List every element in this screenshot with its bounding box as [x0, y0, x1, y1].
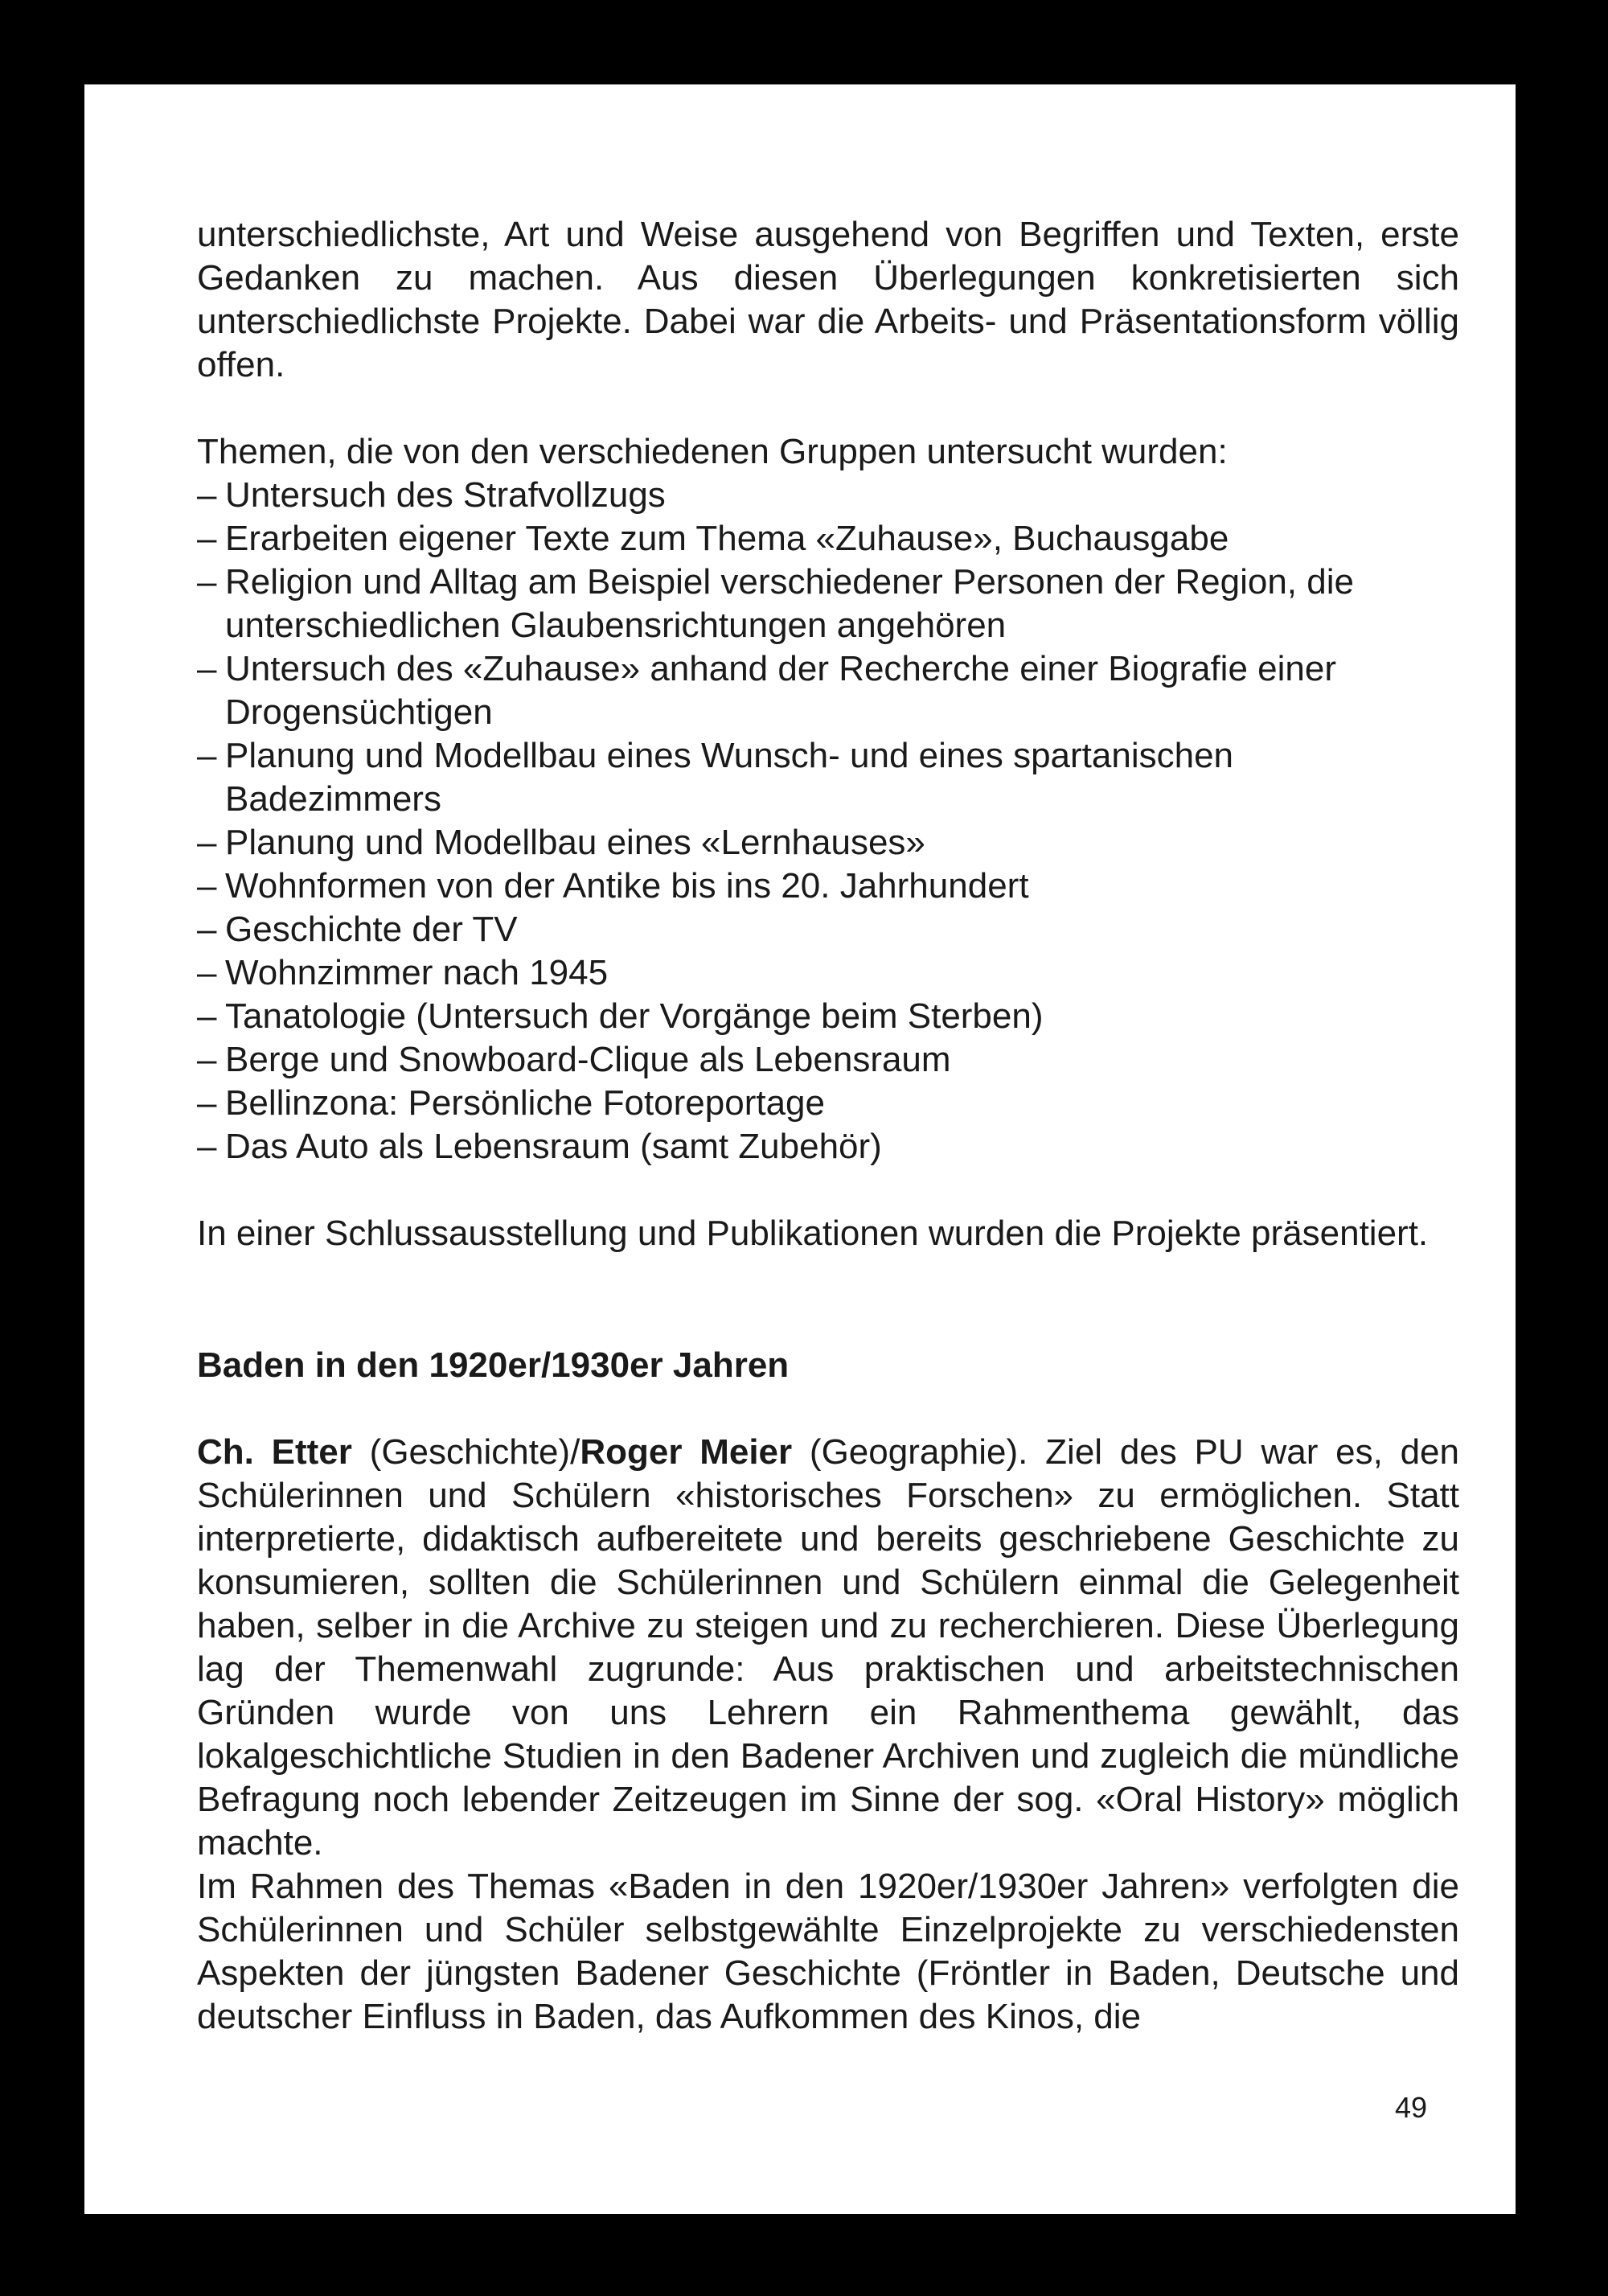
list-item — [197, 517, 1459, 561]
spacer — [197, 1255, 1459, 1344]
dash-glyph: – — [197, 519, 217, 558]
list-item-text: Religion und Alltag am Beispiel verschiedener Personen der Region, die unterschiedlichen Glaubensrichtungen angehören — [225, 562, 1354, 645]
topics-list — [197, 474, 1459, 1169]
spacer — [197, 387, 1459, 430]
dash-glyph: – — [197, 1127, 217, 1166]
list-item-text: Untersuch des Strafvollzugs — [225, 475, 666, 515]
dash-glyph: – — [197, 736, 217, 775]
page-content — [197, 213, 1459, 2039]
dash-glyph: – — [197, 1083, 217, 1123]
list-item-text: Planung und Modellbau eines Wunsch- und eines spartanischen Badezimmers — [225, 736, 1234, 819]
list-item — [197, 821, 1459, 865]
dash-glyph: – — [197, 823, 217, 862]
document-page — [84, 84, 1516, 2214]
list-item-text: Tanatologie (Untersuch der Vorgänge beim Sterben) — [225, 996, 1044, 1036]
spacer — [197, 1169, 1459, 1212]
page-number: 49 — [1394, 2091, 1427, 2124]
list-item — [197, 865, 1459, 908]
list-item — [197, 908, 1459, 951]
topics-heading: Themen, die von den verschiedenen Gruppen untersucht wurden: — [197, 432, 1228, 471]
list-item — [197, 995, 1459, 1038]
list-item — [197, 951, 1459, 995]
dash-glyph: – — [197, 953, 217, 992]
paragraph-1-text: Ziel des PU war es, den Schülerinnen und Schülern «historisches Forschen» zu ermöglichen. Statt interpretierte, didaktisch aufbereitete und bereits geschriebene Geschichte zu konsumieren, sollten die Schülerinnen und Schülern einmal die Gelegenheit haben, selber in die Archive zu steigen und zu recherchieren. Diese Überlegung lag der Themenwahl zugrunde: Aus praktischen und arbeitstechnischen Gründen wurde von uns Lehrern ein Rahmenthema gewählt, das lokalgeschichtliche Studien in den Badener Archiven und zugleich die mündliche Befragung noch lebender Zeitzeugen im Sinne der sog. «Oral History» möglich machte. — [197, 1432, 1459, 1863]
section-paragraph-1 — [197, 1431, 1459, 1865]
list-item — [197, 647, 1459, 734]
intro-paragraph: unterschiedlichste, Art und Weise ausgehend von Begriffen und Texten, erste Gedanken zu machen. Aus diesen Überlegungen konkretisierten sich unterschiedlichste Projekte. Dabei war die Arbeits- und Präsentationsform völlig offen. — [197, 215, 1459, 384]
dash-glyph: – — [197, 475, 217, 515]
list-item — [197, 734, 1459, 821]
list-item-text: Geschichte der TV — [225, 910, 518, 949]
dash-glyph: – — [197, 562, 217, 602]
author-meier: Roger Meier — [580, 1432, 793, 1472]
list-item-text: Das Auto als Lebensraum (samt Zubehör) — [225, 1127, 882, 1166]
author-etter: Ch. Etter — [197, 1432, 352, 1472]
list-item-text: Untersuch des «Zuhause» anhand der Recherche einer Biografie einer Drogensüchtigen — [225, 649, 1336, 732]
list-item-text: Berge und Snowboard-Clique als Lebensraum — [225, 1040, 951, 1079]
list-item — [197, 1038, 1459, 1082]
dash-glyph: – — [197, 866, 217, 906]
list-item-text: Wohnformen von der Antike bis ins 20. Jahrhundert — [225, 866, 1029, 906]
list-item — [197, 474, 1459, 517]
section-title: Baden in den 1920er/1930er Jahren — [197, 1345, 790, 1385]
list-item-text: Wohnzimmer nach 1945 — [225, 953, 609, 992]
dash-glyph: – — [197, 996, 217, 1036]
list-item-text: Erarbeiten eigener Texte zum Thema «Zuhause», Buchausgabe — [225, 519, 1229, 558]
list-item-text: Planung und Modellbau eines «Lernhauses» — [225, 823, 925, 862]
dash-glyph: – — [197, 649, 217, 688]
subject-history: (Geschichte)/ — [351, 1432, 580, 1472]
subject-geography: (Geographie). — [792, 1432, 1028, 1472]
spacer — [197, 1387, 1459, 1431]
list-item-text: Bellinzona: Persönliche Fotoreportage — [225, 1083, 826, 1123]
list-item — [197, 1125, 1459, 1169]
dash-glyph: – — [197, 1040, 217, 1079]
section-paragraph-2: Im Rahmen des Themas «Baden in den 1920er/1930er Jahren» verfolgten die Schülerinnen und Schüler selbstgewählte Einzelprojekte zu verschiedensten Aspekten der jüngsten Badener Geschichte (Fröntler in Baden, Deutsche und deutscher Einfluss in Baden, das Aufkommen des Kinos, die — [197, 1867, 1459, 2036]
closing-paragraph: In einer Schlussausstellung und Publikationen wurden die Projekte präsentiert. — [197, 1214, 1429, 1253]
list-item — [197, 1082, 1459, 1125]
list-item — [197, 561, 1459, 647]
dash-glyph: – — [197, 910, 217, 949]
